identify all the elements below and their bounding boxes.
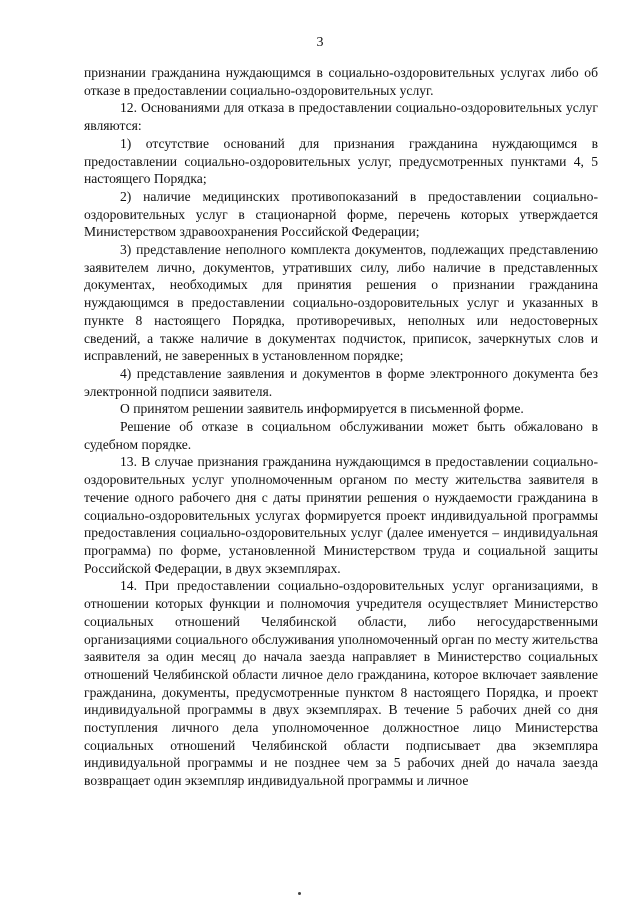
paragraph-notification: О принятом решении заявитель информируется в письменной форме. <box>120 401 524 417</box>
paragraph-12-item-4: 4) представление заявления и документов в форме электронного документа без электронной подписи заявителя. <box>84 365 598 399</box>
paragraph-13: 13. В случае признания гражданина нуждающимся в предоставлении социально-оздоровительных услуг уполномоченным органом по месту жительства заявителя в течение одного рабочего дня с даты принятии решения о нуждаемости гражданина в социально-оздоровительных услугах формируется проект индивидуальной программы предоставления социально-оздоровительных услуг (далее именуется – индивидуальная программа) по форме, установленной Министерством труда и социальной защиты Российской Федерации, в двух экземплярах. <box>84 454 598 576</box>
page-number: 3 <box>316 35 324 50</box>
paragraph-continuation: признании гражданина нуждающимся в социально-оздоровительных услугах либо об отказе в предоставлении социально-оздоровительных услуг. <box>84 65 598 98</box>
paragraph-14: 14. При предоставлении социально-оздоровительных услуг организациями, в отношении которых функции и полномочия учредителя осуществляет Министерство социальных отношений Челябинской области, либо негосударственными организациями социального обслуживания уполномоченный орган по месту жительства заявителя за один месяц до начала заезда направляет в Министерство социальных отношений Челябинской области личное дело гражданина, которое включает заявление гражданина, документы, предусмотренные пунктом 8 настоящего Порядка, и проект индивидуальной программы в двух экземплярах. В течение 5 рабочих дней со дня поступления личного дела уполномоченное должностное лицо Министерства социальных отношений Челябинской области подписывает два экземпляра индивидуальной программы и не позднее чем за 5 рабочих дней до начала заезда возвращает один экземпляр индивидуальной программы и личное <box>84 578 598 789</box>
paragraph-12-item-3: 3) представление неполного комплекта документов, подлежащих представлению заявителем лично, документов, утративших силу, либо наличие в представленных документах, необходимых для принятия решения о признании гражданина нуждающимся в предоставлении социально-оздоровительных услуг и указанных в пункте 8 настоящего Порядка, противоречивых, неполных или недостоверных сведений, а также наличие в документах подчисток, приписок, зачеркнутых слов и исправлений, не заверенных в установленном порядке; <box>84 242 598 364</box>
document-body <box>84 64 598 790</box>
paragraph-12: 12. Основаниями для отказа в предоставлении социально-оздоровительных услуг являются: <box>84 100 598 134</box>
paragraph-12-item-2: 2) наличие медицинских противопоказаний в предоставлении социально-оздоровительных услуг в стационарной форме, перечень которых утверждается Министерством здравоохранения Российской Федерации; <box>84 188 598 240</box>
scan-speck <box>298 892 301 895</box>
paragraph-appeal: Решение об отказе в социальном обслуживании может быть обжаловано в судебном порядке. <box>84 419 598 452</box>
paragraph-12-item-1: 1) отсутствие оснований для признания гражданина нуждающимся в предоставлении социально-оздоровительных услуг, предусмотренных пунктами 4, 5 настоящего Порядка; <box>84 135 598 187</box>
